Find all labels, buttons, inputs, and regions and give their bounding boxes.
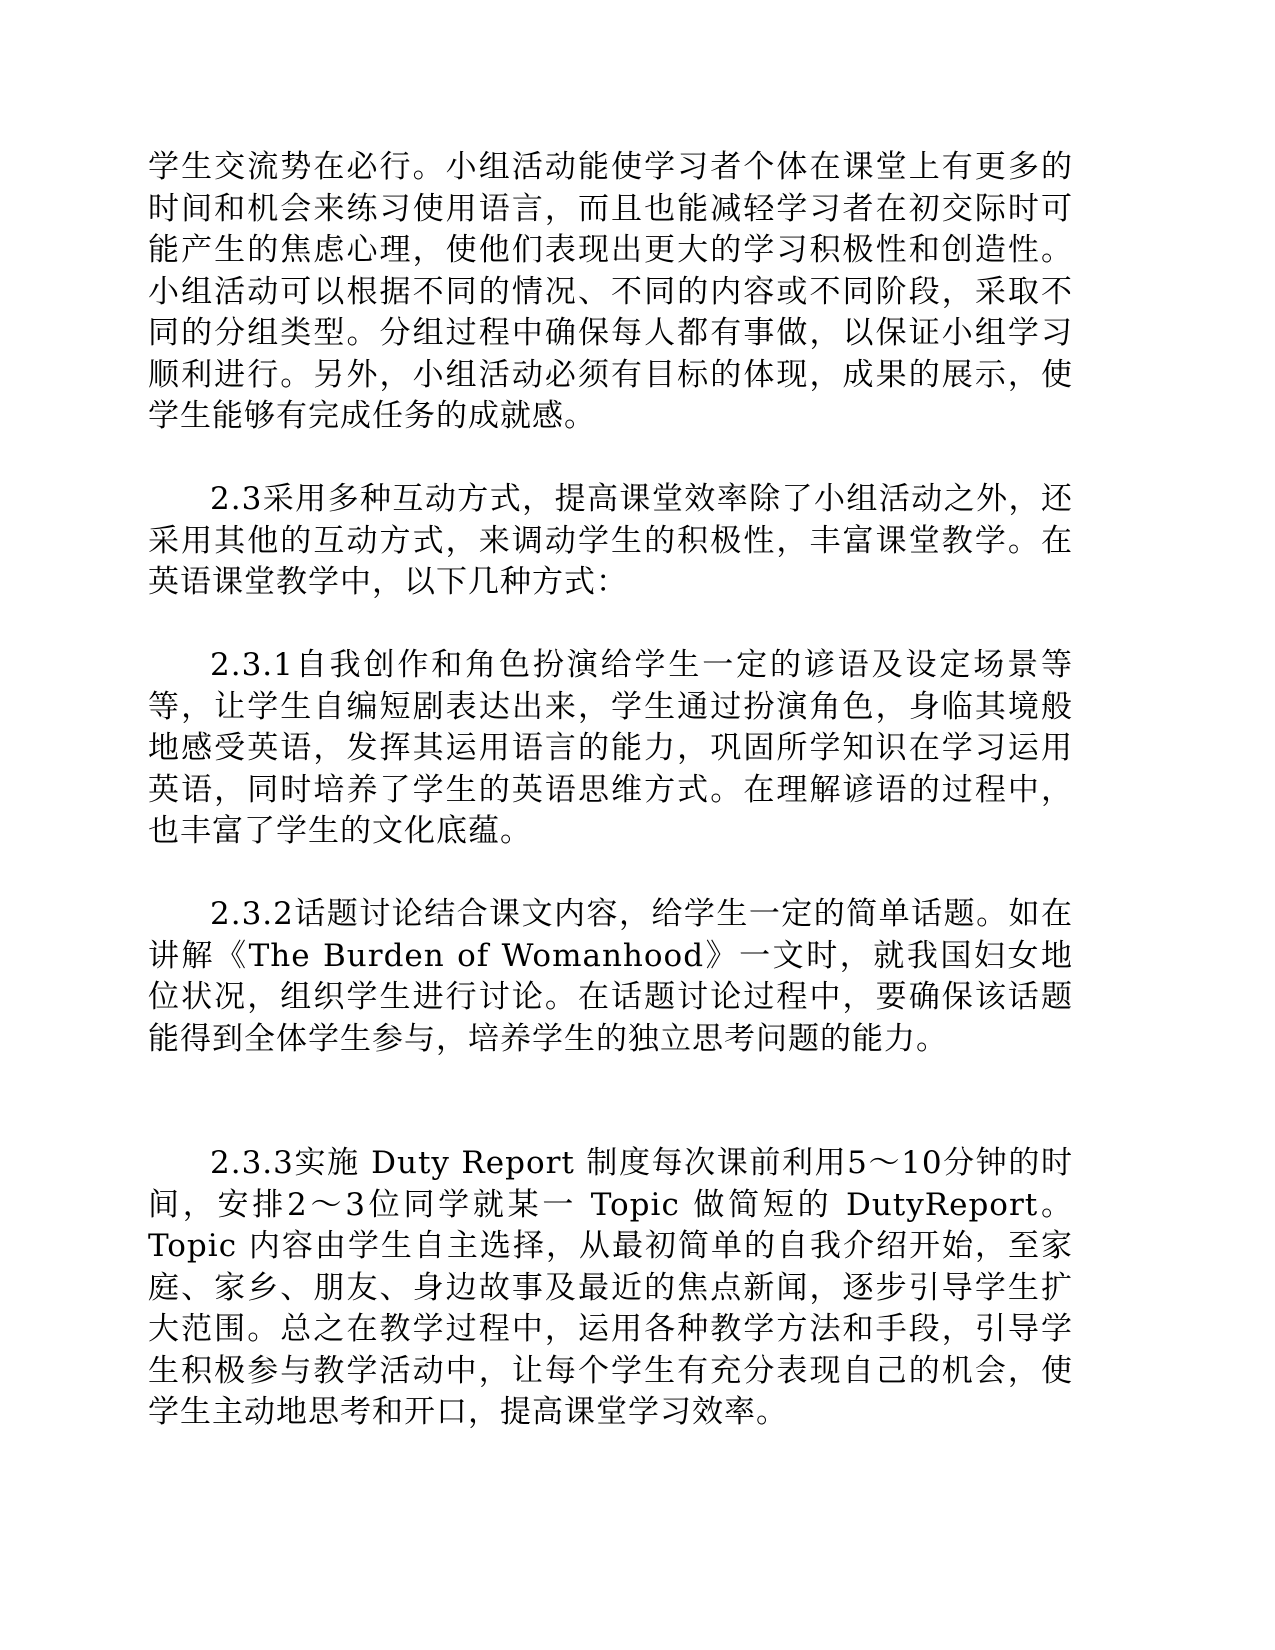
paragraph-section-2-3-1: 2.3.1自我创作和角色扮演给学生一定的谚语及设定场景等等，让学生自编短剧表达出来，学生通过扮演角色，身临其境般地感受英语，发挥其运用语言的能力，巩固所学知识在学习运用英语，同时培养了学生的英语思维方式。在理解谚语的过程中，也丰富了学生的文化底蕴。 <box>148 647 1073 849</box>
paragraph-section-2-3-2: 2.3.2话题讨论结合课文内容，给学生一定的简单话题。如在讲解《The Burden of Womanhood》一文时，就我国妇女地位状况，组织学生进行讨论。在话题讨论过程中，要确保该话题能得到全体学生参与，培养学生的独立思考问题的能力。 <box>148 896 1073 1057</box>
paragraph-section-2-3: 2.3采用多种互动方式，提高课堂效率除了小组活动之外，还采用其他的互动方式，来调动学生的积极性，丰富课堂教学。在英语课堂教学中，以下几种方式： <box>148 481 1073 600</box>
paragraph-section-2-3-3: 2.3.3实施 Duty Report 制度每次课前利用5～10分钟的时间，安排2～3位同学就某一 Topic 做简短的 DutyReport。Topic 内容由学生自主选择，从最初简单的自我介绍开始，至家庭、家乡、朋友、身边故事及最近的焦点新闻，逐步引导学生扩大范围。总之在教学过程中，运用各种教学方法和手段，引导学生积极参与教学活动中，让每个学生有充分表现自己的机会，使学生主动地思考和开口，提高课堂学习效率。 <box>148 1145 1073 1430</box>
paragraph-group-activity: 学生交流势在必行。小组活动能使学习者个体在课堂上有更多的时间和机会来练习使用语言，而且也能减轻学习者在初交际时可能产生的焦虑心理，使他们表现出更大的学习积极性和创造性。小组活动可以根据不同的情况、不同的内容或不同阶段，采取不同的分组类型。分组过程中确保每人都有事做，以保证小组学习顺利进行。另外，小组活动必须有目标的体现，成果的展示，使学生能够有完成任务的成就感。 <box>148 149 1073 434</box>
document-page <box>148 147 1073 1434</box>
